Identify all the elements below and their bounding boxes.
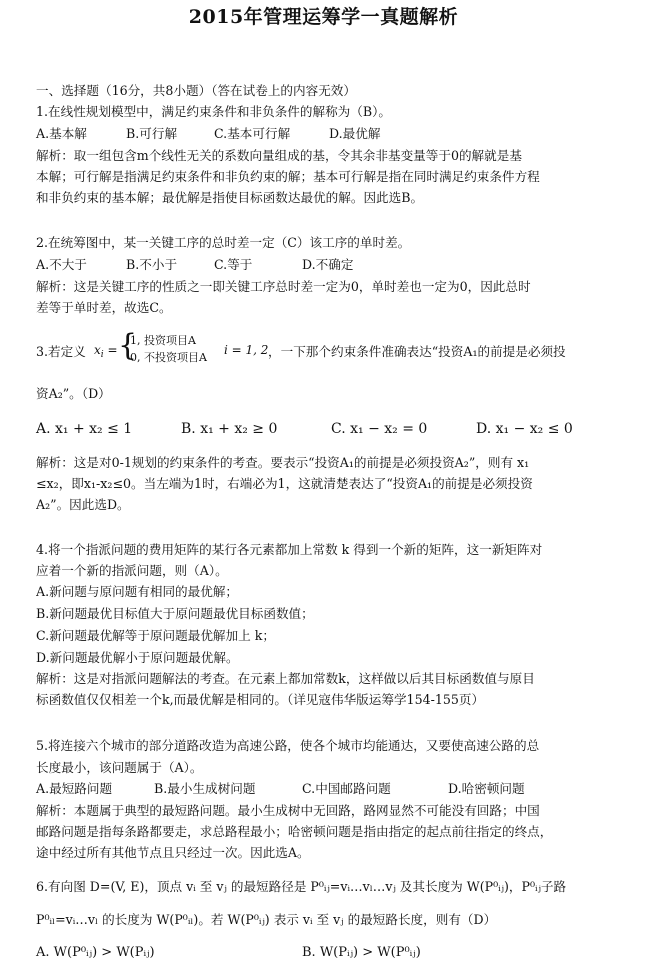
q5-analysis-line: 途中经过所有其他节点且只经过一次。因此选A。: [36, 845, 310, 860]
q3-analysis-line: 解析：这是对0-1规划的约束条件的考查。要表示“投资A₁的前提是必须投资A₂”，则有 x₁: [36, 455, 530, 470]
q3-case-2: 0, 不投资项目A: [130, 351, 207, 364]
q1-option-c: C.基本可行解: [214, 126, 291, 141]
q3-option-d: D. x₁ − x₂ ≤ 0: [476, 421, 573, 437]
q4-option-c: C.新问题最优解等于原问题最优解加上 k；: [36, 628, 275, 643]
q5-analysis-line: 邮路问题是指每条路都要走，求总路程最小；哈密顿问题是指由指定的起点前往指定的终点，: [36, 824, 553, 839]
q6-stem-line: P⁰ᵢₗ=vᵢ…vₗ 的长度为 W(P⁰ᵢₗ)。若 W(P⁰ᵢⱼ) 表示 vᵢ 至 vⱼ 的最短路长度，则有（D）: [36, 912, 497, 927]
q1-option-b: B.可行解: [126, 126, 178, 141]
q2-option-c: C.等于: [214, 257, 253, 272]
q4-analysis-line: 解析：这是对指派问题解法的考查。在元素上都加常数k，这样做以后其目标函数值与原目: [36, 671, 535, 686]
q5-analysis-line: 解析：本题属于典型的最短路问题。最小生成树中无回路，路网显然不可能没有回路；中国: [36, 803, 540, 818]
q1-analysis-line: 本解；可行解是指满足约束条件和非负约束的解；基本可行解是指在同时满足约束条件方程: [36, 169, 540, 184]
q3-stem-line2: 资A₂”。（D）: [36, 386, 111, 401]
q3-option-b: B. x₁ + x₂ ≥ 0: [181, 421, 278, 437]
q3-option-a: A. x₁ + x₂ ≤ 1: [36, 421, 133, 437]
q5-option-a: A.最短路问题: [36, 781, 113, 796]
q1-analysis-line: 解析：取一组包含m个线性无关的系数向量组成的基，令其余非基变量等于0的解就是基: [36, 148, 522, 163]
q3-stem-prefix: 3.若定义: [36, 344, 86, 359]
q4-option-b: B.新问题最优目标值大于原问题最优目标函数值；: [36, 606, 314, 621]
q3-brace: {: [118, 328, 138, 363]
q2-analysis-line: 差等于单时差，故选C。: [36, 300, 172, 315]
q4-stem-line: 4.将一个指派问题的费用矩阵的某行各元素都加上常数 k 得到一个新的矩阵，这一新矩阵对: [36, 542, 543, 557]
q6-option-b: B. W(Pᵢⱼ) > W(P⁰ᵢⱼ): [302, 945, 421, 960]
q4-option-d: D.新问题最优解小于原问题最优解。: [36, 650, 239, 665]
q5-option-b: B.最小生成树问题: [154, 781, 256, 796]
q1-analysis-line: 和非负约束的基本解；最优解是指使目标函数达最优的解。因此选B。: [36, 190, 424, 205]
q5-stem-line: 长度最小，该问题属于（A）。: [36, 760, 203, 775]
q3-analysis-line: A₂”。因此选D。: [36, 497, 130, 512]
q3-index: i = 1, 2: [224, 343, 269, 357]
q3-case-1: 1, 投资项目A: [130, 334, 196, 347]
q3-variable-x: $x_i$ =: [94, 343, 118, 360]
q5-option-c: C.中国邮路问题: [302, 781, 391, 796]
q1-stem: 1.在线性规划模型中，满足约束条件和非负条件的解称为（B）。: [36, 104, 392, 119]
q2-option-d: D.不确定: [302, 257, 354, 272]
section-heading: 一、选择题（16分，共8小题）（答在试卷上的内容无效）: [36, 83, 356, 98]
q6-option-a: A. W(P⁰ᵢⱼ) > W(Pᵢⱼ): [36, 945, 155, 960]
q2-stem: 2.在统筹图中，某一关键工序的总时差一定（C）该工序的单时差。: [36, 235, 411, 250]
q2-option-a: A.不大于: [36, 257, 87, 272]
q4-stem-line: 应着一个新的指派问题，则（A）。: [36, 563, 228, 578]
q2-analysis-line: 解析：这是关键工序的性质之一即关键工序总时差一定为0，单时差也一定为0，因此总时: [36, 279, 531, 294]
page-title: 2015年管理运筹学一真题解析: [188, 6, 459, 28]
q6-stem-line: 6.有向图 D=(V, E)，顶点 vᵢ 至 vⱼ 的最短路径是 P⁰ᵢⱼ=vᵢ…vₗ…vⱼ 及其长度为 W(P⁰ᵢⱼ)，P⁰ᵢⱼ子路: [36, 879, 567, 894]
q4-analysis-line: 标函数值仅仅相差一个k,而最优解是相同的。（详见寇伟华版运筹学154-155页）: [36, 692, 485, 707]
q3-option-c: C. x₁ − x₂ = 0: [331, 421, 428, 437]
q2-option-b: B.不小于: [126, 257, 178, 272]
q3-analysis-line: ≤x₂，即x₁-x₂≤0。当左端为1时，右端必为1，这就清楚表达了“投资A₁的前提是必须投资: [36, 476, 533, 491]
q5-stem-line: 5.将连接六个城市的部分道路改造为高速公路，使各个城市均能通达，又要使高速公路的总: [36, 738, 540, 753]
q3-stem-suffix: ，一下那个约束条件准确表达“投资A₁的前提是必须投: [268, 344, 566, 359]
q4-option-a: A.新问题与原问题有相同的最优解；: [36, 584, 239, 599]
q5-option-d: D.哈密顿问题: [448, 781, 525, 796]
q1-option-d: D.最优解: [329, 126, 381, 141]
q1-option-a: A.基本解: [36, 126, 87, 141]
